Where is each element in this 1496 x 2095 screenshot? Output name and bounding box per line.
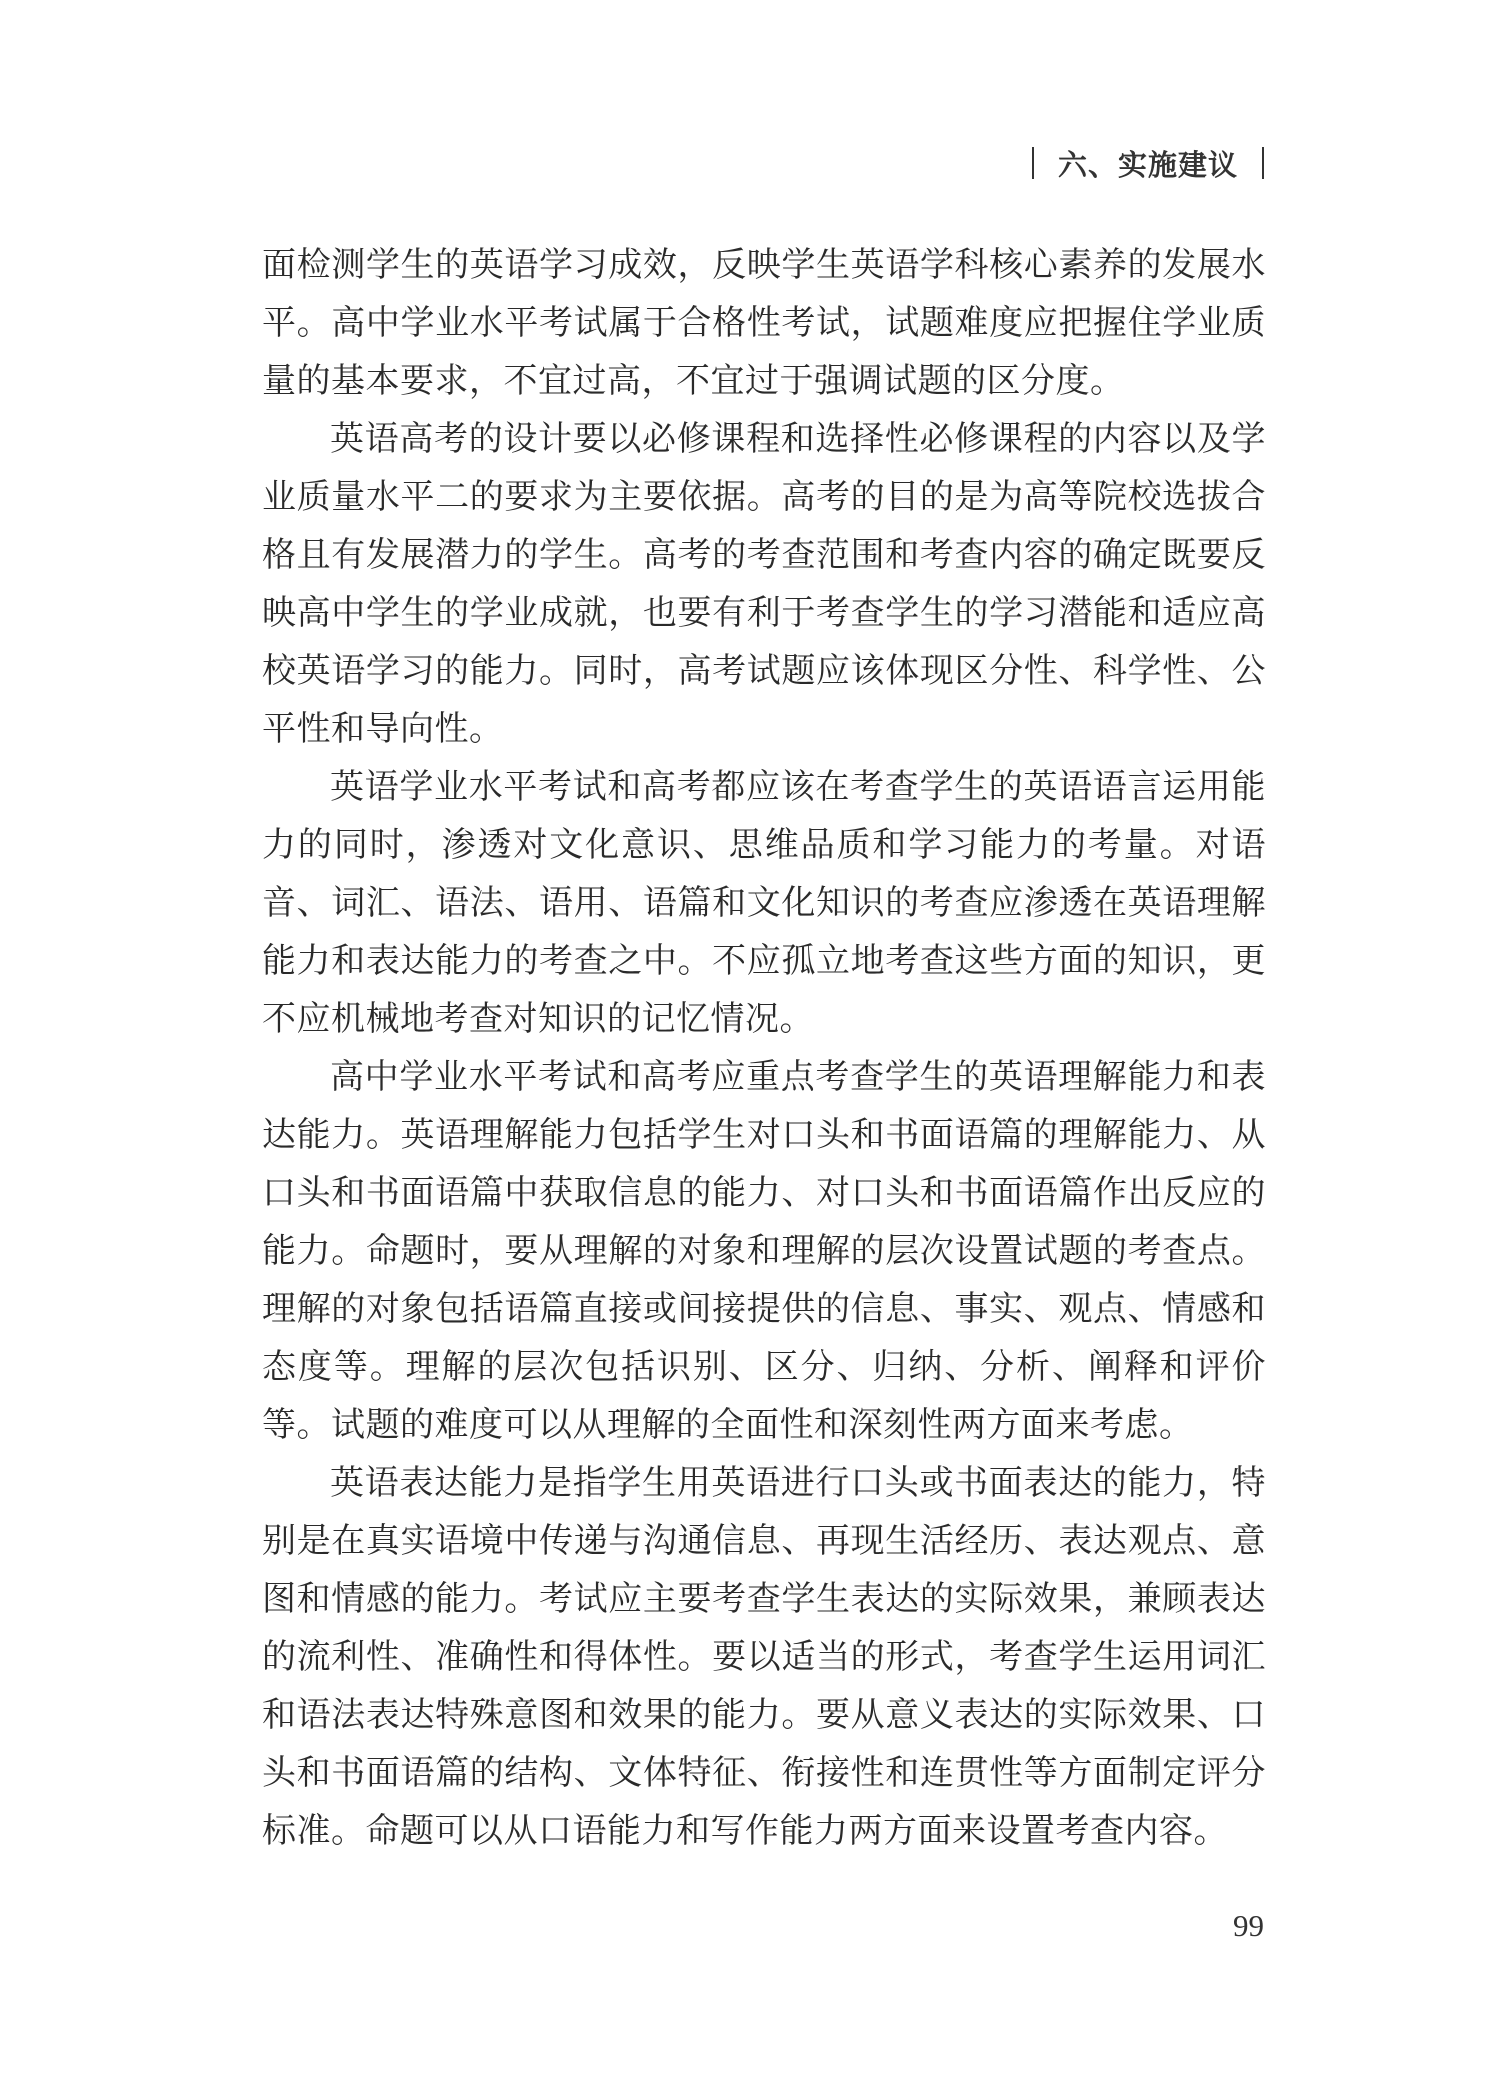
body-text [262,236,1266,1860]
header-left-divider [1032,147,1034,179]
paragraph-continued: 面检测学生的英语学习成效，反映学生英语学科核心素养的发展水平。高中学业水平考试属于合格性考试，试题难度应把握住学业质量的基本要求，不宜过高，不宜过于强调试题的区分度。 [262,245,1266,401]
header-right-divider [1262,147,1264,179]
paragraph: 英语高考的设计要以必修课程和选择性必修课程的内容以及学业质量水平二的要求为主要依据。高考的目的是为高等院校选拔合格且有发展潜力的学生。高考的考查范围和考查内容的确定既要反映高中学生的学业成就，也要有利于考查学生的学习潜能和适应高校英语学习的能力。同时，高考试题应该体现区分性、科学性、公平性和导向性。 [262,419,1266,749]
section-title: 六、实施建议 [1057,147,1238,182]
running-header [1032,138,1264,188]
page-number: 99 [1233,1908,1264,1943]
paragraph: 英语表达能力是指学生用英语进行口头或书面表达的能力，特别是在真实语境中传递与沟通信息、再现生活经历、表达观点、意图和情感的能力。考试应主要考查学生表达的实际效果，兼顾表达的流利性、准确性和得体性。要以适当的形式，考查学生运用词汇和语法表达特殊意图和效果的能力。要从意义表达的实际效果、口头和书面语篇的结构、文体特征、衔接性和连贯性等方面制定评分标准。命题可以从口语能力和写作能力两方面来设置考查内容。 [262,1463,1266,1851]
paragraph: 英语学业水平考试和高考都应该在考查学生的英语语言运用能力的同时，渗透对文化意识、思维品质和学习能力的考量。对语音、词汇、语法、语用、语篇和文化知识的考查应渗透在英语理解能力和表达能力的考查之中。不应孤立地考查这些方面的知识，更不应机械地考查对知识的记忆情况。 [262,767,1266,1039]
paragraph: 高中学业水平考试和高考应重点考查学生的英语理解能力和表达能力。英语理解能力包括学生对口头和书面语篇的理解能力、从口头和书面语篇中获取信息的能力、对口头和书面语篇作出反应的能力。命题时，要从理解的对象和理解的层次设置试题的考查点。理解的对象包括语篇直接或间接提供的信息、事实、观点、情感和态度等。理解的层次包括识别、区分、归纳、分析、阐释和评价等。试题的难度可以从理解的全面性和深刻性两方面来考虑。 [262,1057,1266,1445]
